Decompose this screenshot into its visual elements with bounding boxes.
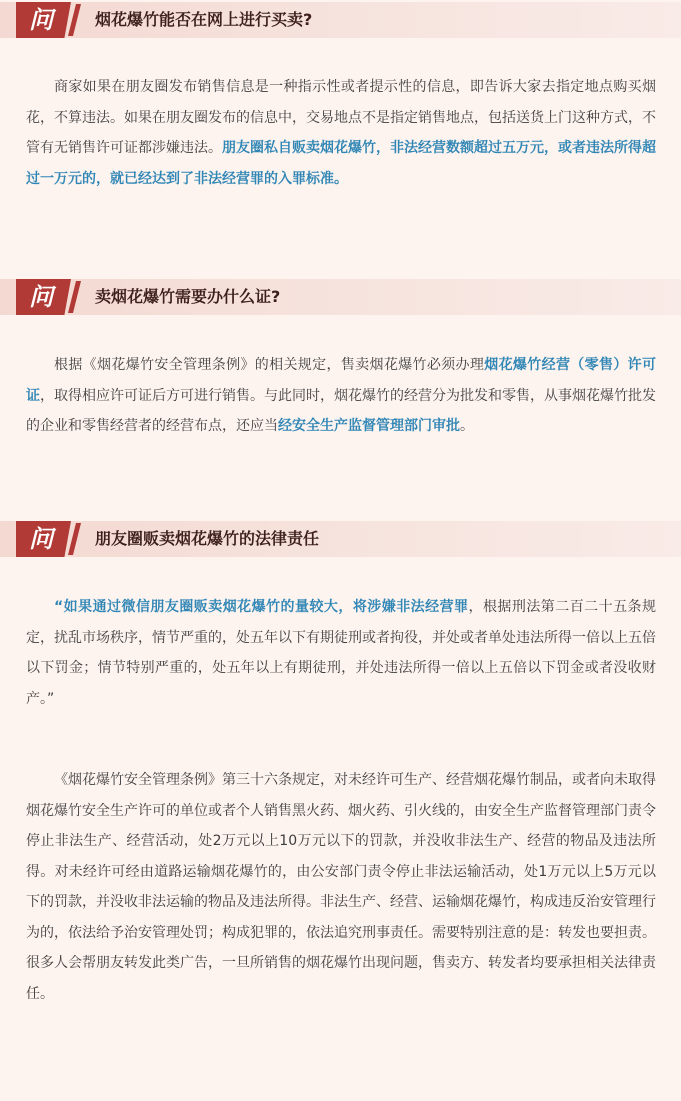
paragraph bbox=[26, 592, 656, 714]
section-2-body bbox=[26, 350, 656, 442]
paragraph bbox=[26, 72, 656, 194]
section-3-body-2 bbox=[26, 765, 656, 1009]
highlight-text: 朋友圈私自贩卖烟花爆竹，非法经营数额超过五万元，或者违法所得超过一万元的，就已经达到了非法经营罪的入罪标准。 bbox=[26, 140, 656, 187]
highlight-text: 烟花爆竹经营（零售）许可证 bbox=[26, 357, 657, 404]
section-3-header bbox=[0, 521, 681, 557]
paragraph-text: ，取得相应许可证后方可进行销售。与此同时，烟花爆竹的经营分为批发和零售，从事烟花爆竹批发的企业和零售经营者的经营布点，还应当 bbox=[26, 387, 656, 434]
section-1-title: 烟花爆竹能否在网上进行买卖? bbox=[95, 10, 313, 29]
section-1-body bbox=[26, 72, 656, 194]
paragraph-text: ，根据刑法第二百二十五条规定，扰乱市场秩序，情节严重的，处五年以下有期徒刑或者拘役，并处或者单处违法所得一倍以上五倍以下罚金；情节特别严重的，处五年以上有期徒刑，并处违法所得一倍以上五倍以下罚金或者没收财产。” bbox=[26, 599, 657, 707]
paragraph-text: 商家如果在朋友圈发布销售信息是一种指示性或者提示性的信息，即告诉大家去指定地点购买烟花，不算违法。如果在朋友圈发布的信息中，交易地点不是指定销售地点，包括送货上门这种方式，不管有无销售许可证都涉嫌违法。 bbox=[26, 79, 656, 156]
question-badge-label: 问 bbox=[29, 283, 53, 311]
paragraph bbox=[26, 350, 656, 442]
highlight-text: “如果通过微信朋友圈贩卖烟花爆竹的量较大，将涉嫌非法经营罪 bbox=[54, 599, 469, 615]
section-2-header bbox=[0, 279, 681, 315]
question-badge-label: 问 bbox=[29, 6, 53, 34]
section-1-header bbox=[0, 2, 681, 38]
paragraph-text: 《烟花爆竹安全管理条例》第三十六条规定，对未经许可生产、经营烟花爆竹制品，或者向未取得烟花爆竹安全生产许可的单位或者个人销售黑火药、烟火药、引火线的，由安全生产监督管理部门责令停止非法生产、经营活动，处2万元以上10万元以下的罚款，并没收非法生产、经营的物品及违法所得。对未经许可经由道路运输烟花爆竹的，由公安部门责令停止非法运输活动，处1万元以上5万元以下的罚款，并没收非法运输的物品及违法所得。非法生产、经营、运输烟花爆竹，构成违反治安管理行为的，依法给予治安管理处罚；构成犯罪的，依法追究刑事责任。需要特别注意的是：转发也要担责。很多人会帮朋友转发此类广告，一旦所销售的烟花爆竹出现问题，售卖方、转发者均要承担相关法律责任。 bbox=[26, 772, 656, 1002]
section-3-body bbox=[26, 592, 656, 714]
paragraph-text: 。 bbox=[460, 418, 474, 434]
paragraph-text: 根据《烟花爆竹安全管理条例》的相关规定，售卖烟花爆竹必须办理 bbox=[54, 357, 485, 373]
highlight-text: 经安全生产监督管理部门审批 bbox=[278, 418, 460, 434]
paragraph bbox=[26, 765, 656, 1009]
question-badge-label: 问 bbox=[29, 525, 53, 553]
section-3-title: 朋友圈贩卖烟花爆竹的法律责任 bbox=[95, 529, 320, 548]
section-2-title: 卖烟花爆竹需要办什么证? bbox=[95, 287, 281, 306]
